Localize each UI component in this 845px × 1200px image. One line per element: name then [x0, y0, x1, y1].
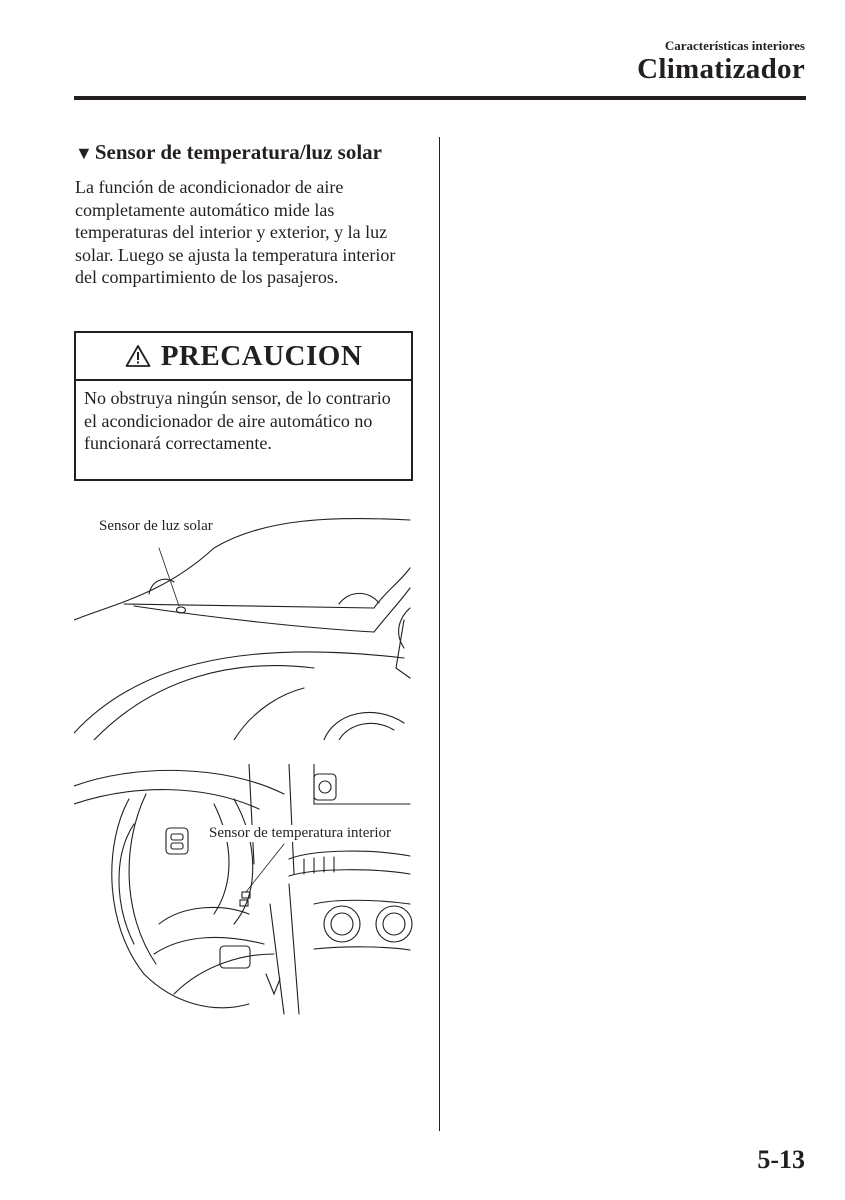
caution-box: [74, 331, 413, 481]
sun-sensor-label: Sensor de luz solar: [99, 518, 213, 534]
sun-sensor-illustration: [74, 508, 414, 740]
section-title: Sensor de temperatura/luz solar: [94, 140, 382, 164]
chapter-title: Climatizador: [637, 53, 805, 85]
caution-header: [76, 333, 411, 381]
interior-sensor-illustration: [74, 764, 414, 1020]
triangle-marker-icon: ▼: [75, 143, 93, 163]
column-divider: [439, 137, 440, 1131]
caution-text: No obstruya ningún sensor, de lo contrario el acondicionador de aire automático no funcionará correctamente.: [84, 388, 391, 453]
section-heading: [75, 140, 382, 165]
interior-sensor-label: Sensor de temperatura interior: [209, 825, 392, 841]
section-paragraph: La función de acondicionador de aire completamente automático mide las temperaturas del interior y exterior, y la luz solar. Luego se ajusta la temperatura interior del compartimiento de los pasajeros.: [75, 177, 396, 287]
header-rule: [74, 96, 806, 100]
caution-title: PRECAUCION: [160, 339, 363, 372]
running-header-section: Características interiores: [664, 38, 805, 53]
page-number: 5-13: [757, 1145, 805, 1174]
warning-triangle-icon: [125, 344, 151, 368]
